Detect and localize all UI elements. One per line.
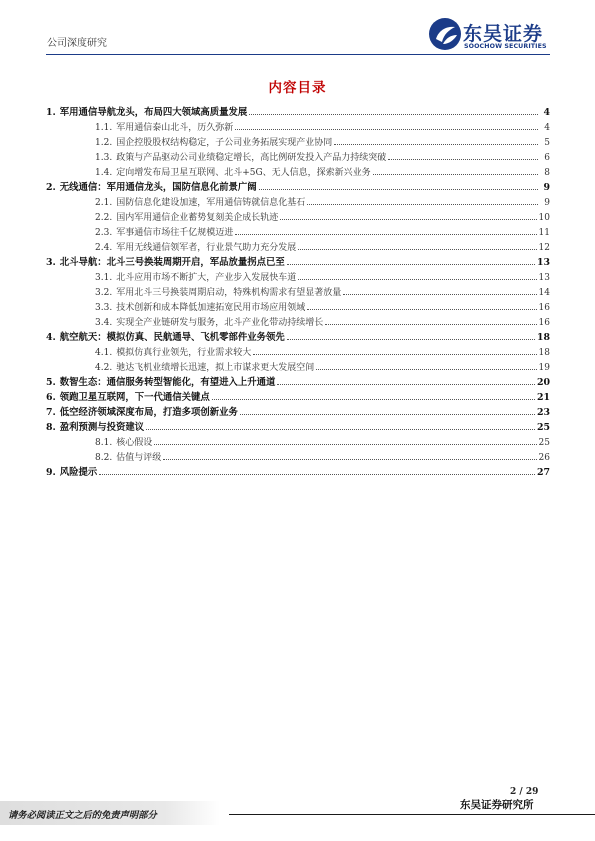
toc-entry-page: 14 [538,288,550,298]
toc-entry-title: 低空经济领域深度布局，打造多项创新业务 [59,407,238,418]
toc-entry-title: 盈利预测与投资建议 [59,422,145,433]
toc-leader-dots [388,159,538,160]
toc-entry-page: 4 [544,123,550,133]
toc-entry-section[interactable] [46,239,550,253]
report-category: 公司深度研究 [47,38,107,49]
toc-entry-number: 4.1. [95,348,113,358]
toc-entry-page: 6 [544,153,550,163]
toc-entry-section[interactable] [46,284,550,298]
toc-entry-page: 27 [536,467,550,478]
toc-entry-page: 20 [536,377,550,388]
toc-entry-number: 6. [46,392,56,403]
toc-entry-title: 驰达飞机业绩增长迅速，拟上市谋求更大发展空间 [116,363,315,373]
toc-leader-dots [334,144,538,145]
toc-entry-number: 8.1. [95,438,113,448]
toc-entry-number: 4. [46,332,56,343]
toc-entry-page: 16 [538,303,550,313]
toc-entry-chapter[interactable] [46,464,550,478]
toc-entry-number: 9. [46,467,56,478]
toc-entry-number: 2.1. [95,198,113,208]
toc-leader-dots [307,204,538,205]
toc-entry-section[interactable] [46,194,550,208]
toc-leader-dots [325,324,536,325]
toc-entry-number: 8.2. [95,453,113,463]
toc-entry-title: 国企控股股权结构稳定，子公司业务拓展实现产业协同 [116,138,333,148]
toc-leader-dots [154,444,536,445]
toc-title: 内容目录 [268,80,327,96]
toc-entry-section[interactable] [46,224,550,238]
toc-entry-section[interactable] [46,434,550,448]
toc-leader-dots [240,414,535,415]
soochow-securities-logo [428,17,556,55]
toc-leader-dots [146,429,535,430]
toc-entry-title: 核心假设 [116,438,153,448]
toc-leader-dots [212,399,535,400]
toc-entry-section[interactable] [46,164,550,178]
toc-entry-page: 9 [544,198,550,208]
toc-leader-dots [259,189,538,190]
toc-entry-number: 3.2. [95,288,113,298]
toc-entry-chapter[interactable] [46,404,550,418]
toc-leader-dots [298,249,536,250]
disclaimer-notice: 请务必阅读正文之后的免责声明部分 [8,810,157,821]
toc-entry-page: 13 [538,273,550,283]
toc-leader-dots [287,339,535,340]
toc-entry-title: 国内军用通信企业蓄势复刻美企成长轨迹 [116,213,279,223]
toc-entry-page: 8 [544,168,550,178]
toc-entry-title: 模拟仿真行业领先，行业需求较大 [116,348,252,358]
logo-mark-icon [428,17,462,51]
toc-entry-page: 16 [538,318,550,328]
toc-entry-number: 1.3. [95,153,113,163]
toc-entry-section[interactable] [46,314,550,328]
toc-entry-page: 21 [536,392,550,403]
toc-entry-title: 技术创新和成本降低加速拓宽民用市场应用领域 [116,303,306,313]
header-divider [46,54,550,55]
toc-entry-number: 2.4. [95,243,113,253]
toc-entry-number: 1.4. [95,168,113,178]
toc-entry-page: 13 [536,257,550,268]
toc-entry-page: 12 [538,243,550,253]
toc-entry-title: 估值与评级 [116,453,162,463]
toc-entry-title: 国防信息化建设加速，军用通信铸就信息化基石 [116,198,306,208]
toc-entry-title: 无线通信：军用通信龙头，国防信息化前景广阔 [59,182,257,193]
toc-entry-title: 航空航天：模拟仿真、民航通导、飞机零部件业务领先 [59,332,285,343]
toc-entry-title: 领跑卫星互联网，下一代通信关键点 [59,392,210,403]
logo-text-en: SOOCHOW SECURITIES [464,43,547,50]
toc-entry-title: 政策与产品驱动公司业绩稳定增长，高比例研发投入产品力持续突破 [116,153,387,163]
toc-entry-title: 实现全产业链研发与服务，北斗产业化带动持续增长 [116,318,324,328]
toc-entry-title: 北斗应用市场不断扩大，产业步入发展快车道 [116,273,297,283]
toc-leader-dots [307,309,536,310]
toc-entry-section[interactable] [46,299,550,313]
toc-leader-dots [298,279,536,280]
toc-entry-page: 25 [538,438,550,448]
toc-entry-number: 1.2. [95,138,113,148]
toc-entry-title: 军用通信导航龙头，布局四大领域高质量发展 [59,107,248,118]
logo-text-cn: 东吴证券 [463,23,544,45]
toc-entry-number: 5. [46,377,56,388]
toc-entry-number: 1.1. [95,123,113,133]
toc-entry-number: 2.2. [95,213,113,223]
toc-leader-dots [253,354,536,355]
toc-entry-page: 11 [538,228,550,238]
toc-entry-chapter[interactable] [46,419,550,433]
toc-leader-dots [287,264,535,265]
toc-leader-dots [249,114,538,115]
toc-entry-section[interactable] [46,149,550,163]
toc-entry-chapter[interactable] [46,389,550,403]
toc-entry-number: 3. [46,257,56,268]
toc-entry-number: 4.2. [95,363,113,373]
toc-entry-section[interactable] [46,359,550,373]
toc-leader-dots [343,294,536,295]
toc-entry-number: 3.3. [95,303,113,313]
toc-leader-dots [163,459,536,460]
toc-leader-dots [99,474,535,475]
toc-leader-dots [280,219,536,220]
toc-entry-page: 23 [536,407,550,418]
toc-entry-title: 风险提示 [59,467,98,478]
toc-entry-title: 军用通信泰山北斗，历久弥新 [116,123,234,133]
page-number: 2 / 29 [510,787,539,797]
toc-entry-title: 军用无线通信领军者，行业景气助力充分发展 [116,243,297,253]
toc-entry-page: 19 [538,363,550,373]
toc-entry-number: 1. [46,107,56,118]
toc-entry-section[interactable] [46,134,550,148]
toc-entry-section[interactable] [46,209,550,223]
toc-entry-title: 数智生态：通信服务转型智能化，有望进入上升通道 [59,377,276,388]
toc-entry-page: 5 [544,138,550,148]
toc-entry-section[interactable] [46,449,550,463]
toc-entry-title: 定向增发布局卫星互联网、北斗+5G、无人信息，探索新兴业务 [116,168,371,178]
toc-entry-section[interactable] [46,119,550,133]
toc-entry-page: 26 [538,453,550,463]
toc-entry-number: 3.4. [95,318,113,328]
toc-entry-page: 4 [543,107,550,118]
toc-entry-number: 2.3. [95,228,113,238]
toc-entry-title: 军用北斗三号换装周期启动，特殊机构需求有望显著放量 [116,288,342,298]
toc-entry-title: 北斗导航：北斗三号换装周期开启，军品放量拐点已至 [59,257,285,268]
footer-divider [229,814,595,815]
toc-entry-page: 10 [538,213,550,223]
toc-leader-dots [235,234,536,235]
toc-entry-number: 3.1. [95,273,113,283]
footer-organization: 东吴证券研究所 [460,799,534,811]
toc-entry-page: 18 [536,332,550,343]
toc-leader-dots [373,174,538,175]
toc-entry-chapter[interactable] [46,254,550,268]
toc-leader-dots [316,369,536,370]
toc-entry-section[interactable] [46,269,550,283]
toc-entry-page: 25 [536,422,550,433]
toc-entry-page: 18 [538,348,550,358]
toc-entry-section[interactable] [46,344,550,358]
toc-entry-chapter[interactable] [46,374,550,388]
toc-entry-number: 8. [46,422,56,433]
toc-entry-page: 9 [543,182,550,193]
toc-entry-chapter[interactable] [46,179,550,193]
toc-entry-chapter[interactable] [46,329,550,343]
toc-entry-title: 军事通信市场往千亿规模迈进 [116,228,234,238]
toc-entry-chapter[interactable] [46,104,550,118]
toc-entry-number: 7. [46,407,56,418]
toc-entry-number: 2. [46,182,56,193]
toc-leader-dots [235,129,538,130]
toc-leader-dots [277,384,535,385]
